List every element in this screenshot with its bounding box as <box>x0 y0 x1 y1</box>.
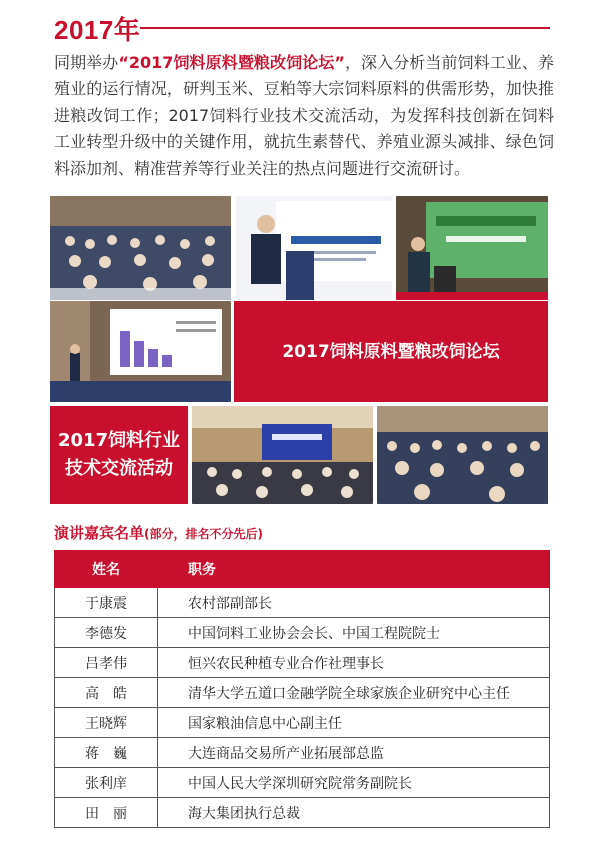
speakers-title: 演讲嘉宾名单 <box>54 524 145 542</box>
column-header-name: 姓名 <box>55 551 158 588</box>
speakers-note: (部分，排名不分先后) <box>144 527 263 541</box>
speaker-name: 张利庠 <box>55 768 158 798</box>
speaker-title: 中国人民大学深圳研究院常务副院长 <box>158 768 550 798</box>
intro-paragraph <box>54 50 554 182</box>
speaker-title: 海大集团执行总裁 <box>158 798 550 828</box>
speaker-name: 王晓辉 <box>55 708 158 738</box>
speaker-title: 中国饲料工业协会会长、中国工程院院士 <box>158 618 550 648</box>
intro-highlight: “2017饲料原料暨粮改饲论坛” <box>118 53 345 72</box>
photo-audience-hall <box>50 196 231 300</box>
forum-label: 2017饲料原料暨粮改饲论坛 <box>282 341 500 362</box>
table-row <box>55 588 550 618</box>
table-row <box>55 708 550 738</box>
table-row <box>55 678 550 708</box>
speaker-name: 高 皓 <box>55 678 158 708</box>
table-row <box>55 738 550 768</box>
speaker-title: 农村部副部长 <box>158 588 550 618</box>
speaker-name: 吕孝伟 <box>55 648 158 678</box>
photo-presentation-screen <box>50 301 231 402</box>
tech-label-line2: 技术交流活动 <box>64 458 173 479</box>
table-row <box>55 648 550 678</box>
column-header-title: 职务 <box>158 551 550 588</box>
table-header-row <box>55 551 550 588</box>
photo-speaker-podium <box>236 196 392 300</box>
speaker-title: 恒兴农民种植专业合作社理事长 <box>158 648 550 678</box>
tech-label-line1: 2017饲料行业 <box>57 430 181 451</box>
photo-attendees <box>377 406 548 504</box>
photo-forum-stage <box>396 196 548 300</box>
speaker-name: 李德发 <box>55 618 158 648</box>
speaker-title: 大连商品交易所产业拓展部总监 <box>158 738 550 768</box>
photo-tech-hall <box>192 406 373 504</box>
intro-prefix: 同期举办 <box>54 53 119 72</box>
speakers-section-title <box>54 522 263 543</box>
table-row <box>55 618 550 648</box>
year-divider <box>140 27 550 29</box>
table-row <box>55 798 550 828</box>
speaker-title: 清华大学五道口金融学院全球家族企业研究中心主任 <box>158 678 550 708</box>
intro-suffix: ，深入分析当前饲料工业、养殖业的运行情况，研判玉米、豆粕等大宗饲料原料的供需形势，加快推进粮改饲工作；2017饲料行业技术交流活动，为发挥科技创新在饲料工业转型升级中的关键作用，就抗生素替代、养殖业源头减排、绿色饲料添加剂、精准营养等行业关注的热点问题进行交流研讨。 <box>54 53 554 178</box>
speakers-table <box>54 550 550 828</box>
table-row <box>55 768 550 798</box>
tech-activity-panel <box>50 406 188 504</box>
forum-label-panel <box>234 301 548 402</box>
speaker-name: 田 丽 <box>55 798 158 828</box>
year-heading: 2017年 <box>54 15 141 45</box>
speaker-name: 于康震 <box>55 588 158 618</box>
speaker-title: 国家粮油信息中心副主任 <box>158 708 550 738</box>
speaker-name: 蒋 巍 <box>55 738 158 768</box>
